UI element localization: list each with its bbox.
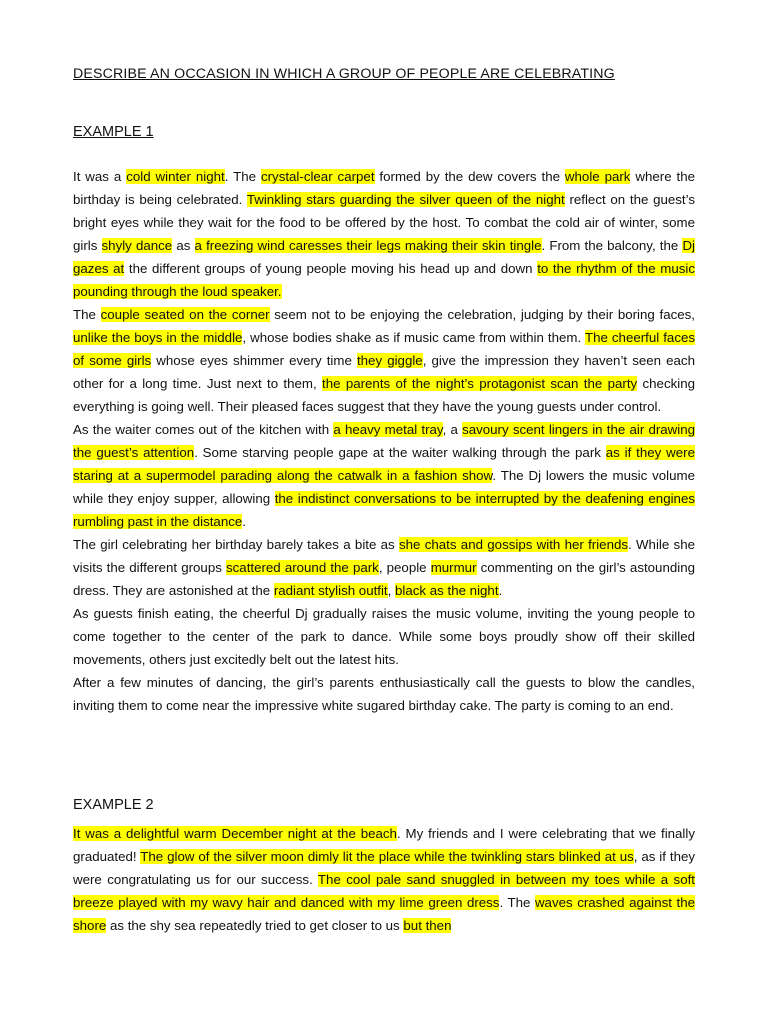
text-run: commenting on the girl’s astounding dress. They are astonished at the	[73, 560, 695, 598]
paragraph	[73, 533, 695, 602]
text-run: the different groups of young people moving his head up and down	[124, 261, 538, 276]
highlighted-phrase: they giggle	[356, 353, 423, 368]
highlighted-phrase: a freezing wind caresses their legs making their skin tingle	[194, 238, 542, 253]
highlighted-phrase: cold winter night	[126, 169, 225, 184]
text-run: . The Dj lowers the music volume while they enjoy supper, allowing	[73, 468, 695, 506]
text-run: , whose bodies shake as if music came from within them.	[242, 330, 585, 345]
highlighted-phrase: but then	[403, 918, 452, 933]
highlighted-phrase: whole park	[564, 169, 631, 184]
text-run: .	[242, 514, 246, 529]
highlighted-phrase: the indistinct conversations to be interrupted by the deafening engines rumbling past in the distance	[73, 491, 695, 529]
text-run: formed by the dew covers the	[374, 169, 565, 184]
text-run: . My friends and I were celebrating that we finally graduated!	[73, 826, 695, 864]
highlighted-phrase: The cool pale sand snuggled in between my toes while a soft breeze played with my wavy hair and danced with my lime green dress	[73, 872, 695, 910]
paragraph	[73, 418, 695, 533]
highlighted-phrase: The glow of the silver moon dimly lit the place while the twinkling stars blinked at us	[140, 849, 634, 864]
highlighted-phrase: the parents of the night’s protagonist scan the party	[322, 376, 638, 391]
text-run: as the shy sea repeatedly tried to get closer to us	[106, 918, 404, 933]
text-run: . Some starving people gape at the waiter walking through the park	[194, 445, 606, 460]
text-run: As guests finish eating, the cheerful Dj gradually raises the music volume, inviting the young people to come together to the center of the park to dance. While some boys proudly show off their skilled movements, others just excitedly belt out the latest hits.	[73, 606, 695, 667]
text-run: , give the impression they haven’t seen each other for a long time. Just next to them,	[73, 353, 695, 391]
text-run: , people	[378, 560, 431, 575]
highlighted-phrase: a heavy metal tray	[333, 422, 443, 437]
text-run: ,	[387, 583, 396, 598]
highlighted-phrase: The cheerful faces of some girls	[73, 330, 696, 368]
highlighted-phrase: black as the night	[395, 583, 499, 598]
text-run: checking everything is going well. Their pleased faces suggest that they have the young guests under control.	[73, 376, 695, 414]
text-run: .	[498, 583, 503, 598]
text-run: . The	[224, 169, 261, 184]
highlighted-phrase: to the rhythm of the music pounding through the loud speaker.	[73, 261, 695, 299]
document-title: DESCRIBE AN OCCASION IN WHICH A GROUP OF PEOPLE ARE CELEBRATING	[73, 66, 615, 82]
example-2-heading: EXAMPLE 2	[73, 797, 154, 813]
highlighted-phrase: couple seated on the corner	[100, 307, 270, 322]
paragraph	[73, 602, 695, 671]
text-run: As the waiter comes out of the kitchen with	[73, 422, 334, 437]
highlighted-phrase: shyly dance	[101, 238, 173, 253]
text-run: The girl celebrating her birthday barely takes a bite as	[73, 537, 399, 552]
highlighted-phrase: murmur	[430, 560, 477, 575]
text-run: . The	[499, 895, 535, 910]
text-run: . From the balcony, the	[541, 238, 683, 253]
example-1-body	[73, 165, 695, 717]
text-run: After a few minutes of dancing, the girl’s parents enthusiastically call the guests to blow the candles, inviting them to come near the impressive white sugared birthday cake. The party is coming to an end.	[73, 675, 695, 713]
text-run: The	[73, 307, 101, 322]
highlighted-phrase: scattered around the park	[226, 560, 379, 575]
text-run: whose eyes shimmer every time	[151, 353, 357, 368]
text-run: It was a	[73, 169, 127, 184]
highlighted-phrase: crystal-clear carpet	[260, 169, 375, 184]
highlighted-phrase: Dj gazes at	[73, 238, 695, 276]
paragraph	[73, 165, 695, 303]
paragraph	[73, 671, 695, 717]
paragraph	[73, 822, 695, 937]
example-1-heading: EXAMPLE 1	[73, 124, 154, 140]
highlighted-phrase: Twinkling stars guarding the silver queen of the night	[246, 192, 565, 207]
highlighted-phrase: radiant stylish outfit	[273, 583, 388, 598]
text-run: reflect on the guest’s bright eyes while they wait for the food to be offered by the host. To combat the cold air of winter, some girls	[73, 192, 695, 253]
text-run: seem not to be enjoying the celebration, judging by their boring faces,	[269, 307, 695, 322]
highlighted-phrase: It was a delightful warm December night at the beach	[73, 826, 397, 841]
highlighted-phrase: savoury scent lingers in the air drawing the guest’s attention	[73, 422, 696, 460]
example-2-body	[73, 822, 695, 937]
highlighted-phrase: unlike the boys in the middle	[73, 330, 243, 345]
highlighted-phrase: waves crashed against the shore	[73, 895, 695, 933]
text-run: , as if they were congratulating us for our success.	[73, 849, 696, 887]
text-run: where the birthday is being celebrated.	[73, 169, 695, 207]
paragraph	[73, 303, 695, 418]
highlighted-phrase: as if they were staring at a supermodel parading along the catwalk in a fashion show	[73, 445, 695, 483]
text-run: as	[172, 238, 195, 253]
text-run: , a	[442, 422, 463, 437]
text-run: . While she visits the different groups	[73, 537, 695, 575]
highlighted-phrase: she chats and gossips with her friends	[399, 537, 629, 552]
